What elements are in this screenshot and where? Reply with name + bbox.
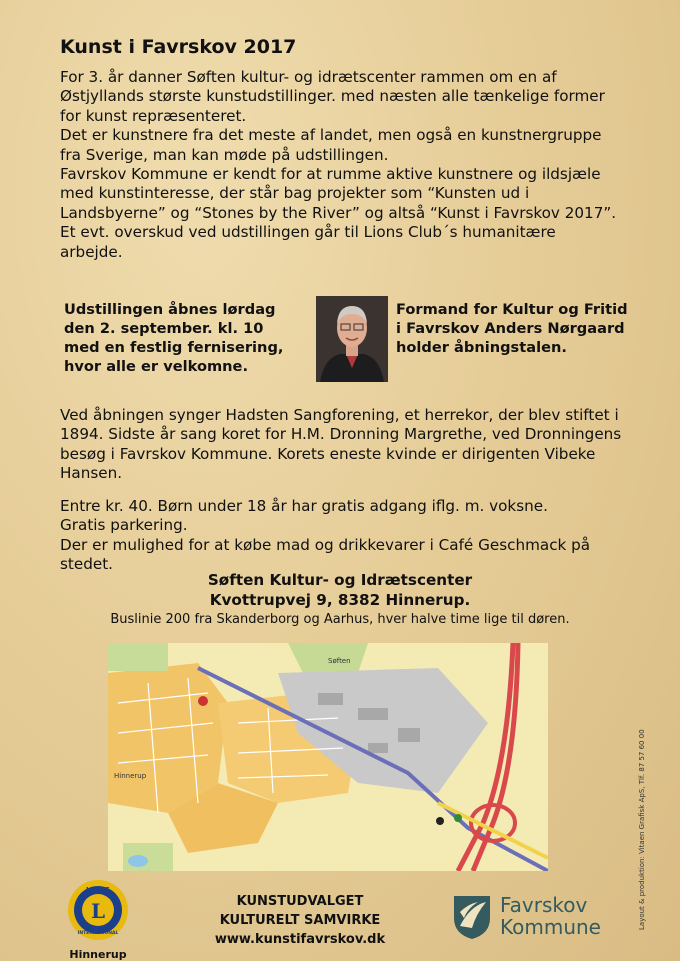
opening-info: Udstillingen åbnes lørdag den 2. september. kl. 10 med en festlig fernisering, hvor alle er velkomne.	[64, 301, 284, 375]
intro-text	[60, 68, 620, 262]
speaker-photo	[316, 296, 388, 382]
map-label: Hinnerup	[114, 772, 147, 780]
intro-paragraph: Et evt. overskud ved udstillingen går til Lions Club´s humanitære arbejde.	[60, 223, 556, 261]
info-line: Der er mulighed for at købe mad og drikkevarer i Café Geschmack på stedet.	[60, 535, 591, 574]
lions-logo	[62, 878, 134, 961]
organizer-line: KUNSTUDVALGET	[236, 894, 364, 909]
page-title: Kunst i Favrskov 2017	[60, 36, 297, 58]
intro-paragraph: Det er kunstnere fra det meste af landet, men også en kunstnergruppe fra Sverige, man kan møde på udstillingen.	[60, 126, 602, 164]
venue-street: Kvottrupvej 9, 8382 Hinnerup.	[209, 591, 471, 609]
lions-label: Hinnerup	[69, 948, 127, 961]
bus-info: Buslinie 200 fra Skanderborg og Aarhus, hver halve time lige til døren.	[110, 612, 570, 627]
info-line: Gratis parkering.	[60, 516, 188, 535]
intro-paragraph: For 3. år danner Søften kultur- og idrætscenter rammen om en af Østjyllands største kunstudstillinger. med næsten alle tænkelige former for kunst repræsenteret.	[60, 68, 605, 125]
lions-emblem-text: LIONS	[86, 886, 110, 894]
speaker-info: Formand for Kultur og Fritid i Favrskov Anders Nørgaard holder åbningstalen.	[396, 301, 628, 356]
favrskov-kommune: Kommune	[500, 915, 601, 939]
production-credit: Layout & produktion: Vitaen Grafisk ApS, Tlf. 87 57 60 00	[638, 729, 646, 930]
favrskov-logo	[452, 892, 601, 940]
svg-text:L: L	[90, 899, 106, 923]
practical-info	[60, 497, 625, 575]
favrskov-shield-icon	[452, 892, 492, 940]
venue-address	[0, 570, 680, 610]
favrskov-name: Favrskov	[500, 893, 588, 917]
choir-text: Ved åbningen synger Hadsten Sangforening, et herrekor, der blev stiftet i 1894. Sidste år sang koret for H.M. Dronning Margrethe, ved Dronningens besøg i Favrskov Kommune. Korets eneste kvinde er dirigenten Vibeke Hansen.	[60, 406, 622, 483]
lions-emblem-icon	[62, 878, 134, 942]
organizer-line: KULTURELT SAMVIRKE	[219, 913, 381, 928]
intro-paragraph: Favrskov Kommune er kendt for at rumme aktive kunstnere og ildsjæle med kunstinteresse, der står bag projekter som “Kunsten ud i Landsbyerne” og “Stones by the River” og altså “Kunst i Favrskov 2017”.	[60, 165, 617, 222]
location-map	[108, 643, 548, 871]
venue-name: Søften Kultur- og Idrætscenter	[207, 571, 473, 589]
lions-emblem-bottom: INTERNATIONAL	[77, 931, 119, 936]
map-label: Søften	[328, 657, 351, 665]
organizer-block	[190, 892, 410, 949]
favrskov-wordmark	[500, 894, 601, 938]
info-line: Entre kr. 40. Børn under 18 år har gratis adgang iflg. m. voksne.	[60, 497, 548, 515]
website-link[interactable]: www.kunstifavrskov.dk	[214, 932, 386, 947]
